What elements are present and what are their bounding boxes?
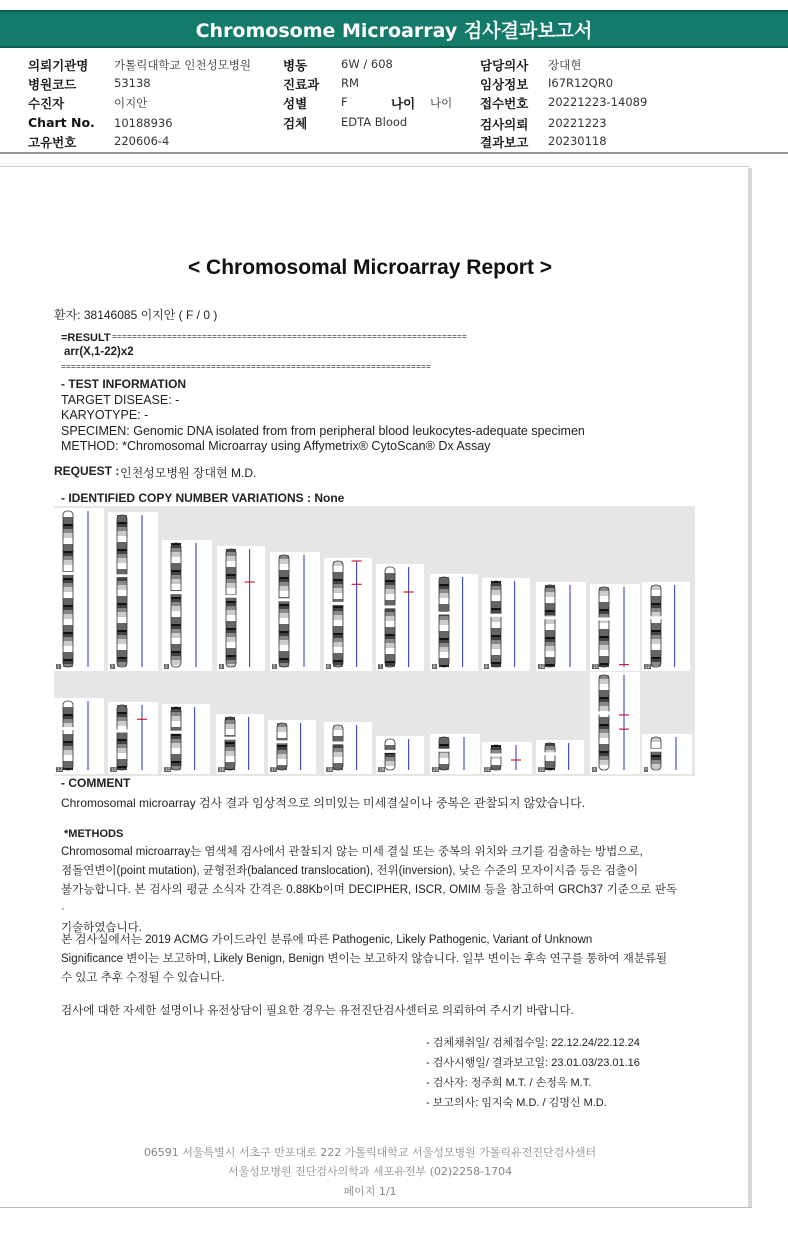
chromosome-label: 1 [57,664,60,669]
date-line: - 보고의사: 임지숙 M.D. / 김명신 M.D. [426,1097,607,1109]
info-value-department: RM [341,76,359,90]
chromosome-label: 4 [220,664,223,669]
chromosome-label: X [593,767,596,772]
chromosome-15 [162,704,210,774]
info-value-ward: 6W / 608 [341,57,393,71]
chromosome-ideogram [108,512,158,671]
chromosome-label: 22 [539,767,545,772]
chromosome-label: 10 [539,664,545,669]
karyotype: KARYOTYPE: - [61,408,149,422]
result-rule: ======================================================================= [112,333,468,342]
chromosome-8 [430,574,478,671]
chromosome-label: 16 [219,767,225,772]
chromosome-label: 21 [485,767,491,772]
chromosome-ideogram [590,584,640,671]
chromosome-label: 8 [433,664,436,669]
info-label-physician: 담당의사 [480,58,529,73]
chromosome-14 [108,702,158,774]
chromosome-label: 19 [379,767,385,772]
chromosome-21 [482,742,532,774]
methods-line: 점돌연변이(point mutation), 균형전좌(balanced translocation), 전위(inversion), 낮은 수준의 모자이시즘 등은 검출이 [61,865,639,877]
info-value-institution: 가톨릭대학교 인천성모병원 [114,58,251,72]
info-value-physician: 장대현 [548,58,582,72]
comment-heading: - COMMENT [61,776,131,790]
chromosome-ideogram [268,720,316,774]
chromosome-ideogram [270,552,320,671]
chromosome-label: 3 [165,664,168,669]
acmg-line: Significance 변이는 보고하며, Likely Benign, Benign 변이는 보고하지 않습니다. 일부 변이는 후속 연구를 통하여 재분류될 [61,953,668,965]
methods-line: Chromosomal microarray는 염색체 검사에서 관찰되지 않는 미세 결실 또는 중복의 위치와 크기를 검출하는 방법으로, [61,846,643,858]
info-label-clinical-info: 임상정보 [480,77,529,92]
page-right-edge [748,168,752,1208]
chromosome-label: 11 [593,664,599,669]
info-value-receipt-no: 20221223-14089 [548,95,648,109]
chromosome-13 [54,698,104,774]
chromosome-ideogram [536,582,586,671]
info-label-ward: 병동 [283,58,308,73]
chromosome-Y [642,734,692,774]
date-line: - 검사시행일/ 결과보고일: 23.01.03/23.01.16 [426,1057,640,1069]
chromosome-label: 6 [327,664,330,669]
chromosome-label: 18 [327,767,333,772]
patient-line: 환자: 38146085 이지안 ( F / 0 ) [54,308,218,322]
chromosome-19 [376,736,424,774]
chromosome-5 [270,552,320,671]
report-title-bar [0,10,788,48]
chromosome-label: 9 [485,664,488,669]
chromosome-3 [162,540,212,671]
chromosome-label: 12 [645,664,651,669]
result-label: =RESULT [61,332,111,344]
chromosome-X [590,672,640,774]
date-line: - 검체채취일/ 검체접수일: 22.12.24/22.12.24 [426,1037,640,1049]
info-value-sex: F [341,95,348,109]
chromosome-ideogram [642,734,692,774]
info-label-request-date: 검사의뢰 [480,117,529,132]
chromosome-label: 20 [433,767,439,772]
chromosome-ideogram [217,546,265,671]
methods-line: 불가능합니다. 본 검사의 평균 소식자 간격은 0.88Kb이며 DECIPHER, ISCR, OMIM 등을 참고하여 GRCh37 기준으로 판독 · [61,884,677,915]
chromosome-label: 7 [379,664,382,669]
info-label-specimen: 검체 [283,116,308,131]
request-value: 인천성모병원 장대현 M.D. [120,466,257,480]
footer-page-number: 페이지 1/1 [343,1185,397,1198]
info-label-hospital-code: 병원코드 [28,77,77,92]
info-value-specimen: EDTA Blood [341,115,408,129]
info-label-patient: 수진자 [28,96,65,111]
page-top-edge [0,166,750,167]
chromosome-ideogram [54,698,104,774]
chromosome-7 [376,564,424,671]
info-label-report-date: 결과보고 [480,135,529,150]
info-label-institution: 의뢰기관명 [28,58,89,73]
chromosome-ideogram [324,558,372,671]
footer-address: 06591 서울특별시 서초구 반포대로 222 가톨릭대학교 서울성모병원 가톨릭유전진단검사센터 [143,1146,597,1159]
contact-text: 검사에 대한 자세한 설명이나 유전상담이 필요한 경우는 유전진단검사센터로 의뢰하여 주시기 바랍니다. [61,1005,574,1017]
chromosome-20 [430,734,480,774]
chromosome-22 [536,740,584,774]
chromosome-11 [590,584,640,671]
methods-paragraph [61,843,677,938]
chromosome-10 [536,582,586,671]
info-label-chart-no: Chart No. [28,115,95,130]
acmg-paragraph [61,931,677,988]
chromosome-9 [482,578,530,671]
cnv-heading: - IDENTIFIED COPY NUMBER VARIATIONS : None [61,491,345,505]
request-label: REQUEST : [54,464,120,478]
chromosome-17 [268,720,316,774]
report-heading: < Chromosomal Microarray Report > [187,256,553,279]
info-value-hospital-code: 53138 [114,76,151,90]
chromosome-2 [108,512,158,671]
chromosome-label: 17 [271,767,277,772]
acmg-line: 본 검사실에서는 2019 ACMG 가이드라인 분류에 따른 Pathogenic, Likely Pathogenic, Variant of Unknown [61,934,593,946]
chromosome-ideogram [216,714,264,774]
result-value: arr(X,1-22)x2 [64,346,134,358]
header-divider [0,152,788,154]
chromosome-ideogram [430,574,478,671]
chromosome-ideogram [482,578,530,671]
chromosome-label: Y [645,767,648,772]
info-label-unique-no: 고유번호 [28,135,77,150]
chromosome-4 [217,546,265,671]
chromosome-ideogram [642,582,690,671]
chromosome-label: 5 [273,664,276,669]
method: METHOD: *Chromosomal Microarray using Affymetrix® CytoScan® Dx Assay [61,439,491,453]
result-end-rule: ========================================================================== [61,363,432,372]
chromosome-18 [324,722,372,774]
footer-department: 서울성모병원 진단검사의학과 세포유전부 (02)2258-1704 [227,1165,513,1178]
chromosome-label: 14 [111,767,117,772]
info-value-request-date: 20221223 [548,116,607,130]
chromosome-ideogram [162,540,212,671]
chromosome-ideogram [590,672,640,774]
target-disease: TARGET DISEASE: - [61,393,180,407]
info-value-patient: 이지안 [114,96,148,110]
info-value-report-date: 20230118 [548,134,607,148]
methods-heading: *METHODS [64,828,124,840]
info-label-receipt-no: 접수번호 [480,96,529,111]
chromosome-16 [216,714,264,774]
chromosome-12 [642,582,690,671]
date-line: - 검사자: 정주희 M.T. / 손정옥 M.T. [426,1077,592,1089]
info-value-chart-no: 10188936 [114,116,173,130]
page-bottom-edge [0,1207,752,1208]
info-value-clinical-info: I67R12QR0 [548,76,614,90]
test-info-heading: - TEST INFORMATION [61,377,187,391]
specimen: SPECIMEN: Genomic DNA isolated from from peripheral blood leukocytes-adequate specimen [61,424,585,438]
info-value-age: 나이 [430,96,453,110]
info-label-age: 나이 [391,96,416,111]
info-value-unique-no: 220606-4 [114,134,170,148]
chromosome-ideogram [162,704,210,774]
chromosome-label: 15 [165,767,171,772]
chromosome-ideogram [376,564,424,671]
chromosome-ideogram [54,508,104,671]
chromosome-1 [54,508,104,671]
report-main-title: Chromosome Microarray 검사결과보고서 [195,20,593,42]
chromosome-label: 13 [57,767,63,772]
karyogram-figure [54,506,695,776]
acmg-line: 수 있고 추후 수정될 수 있습니다. [61,972,225,984]
info-label-department: 진료과 [283,77,320,92]
comment-text: Chromosomal microarray 검사 결과 임상적으로 의미있는 미세결실이나 중복은 관찰되지 않았습니다. [61,796,586,810]
chromosome-ideogram [108,702,158,774]
methods-line: 기술하였습니다. [61,922,142,934]
info-label-sex: 성별 [283,96,308,111]
chromosome-label: 2 [111,664,114,669]
chromosome-6 [324,558,372,671]
